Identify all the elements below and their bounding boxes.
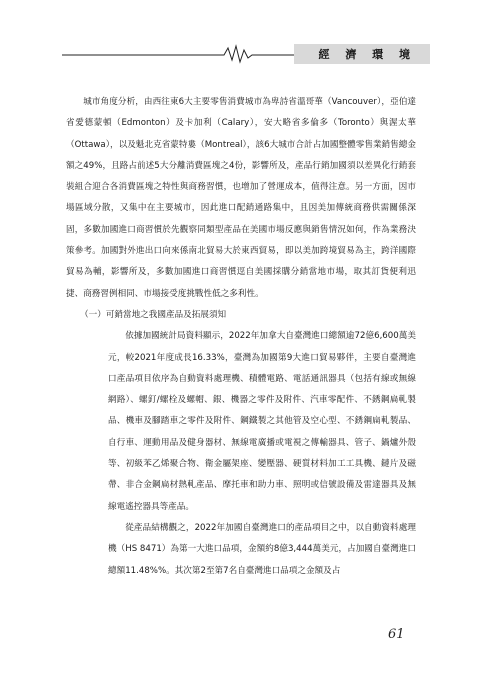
paragraph-city-analysis: 城市角度分析，由西往東6大主要零售消費城市為卑詩省溫哥華（Vancouver），亞伯達省愛德蒙頓（Edmonton）及卡加利（Calary），安大略省多倫多（Toronto）與渥太華（Ottawa），以及魁北克省蒙特婁（Montreal），該6大城市合計占加國整體零售業銷售總金額之49%，且路占前述5大分離消費區塊之4份，影響所及，產品行銷加國須以差異化行銷套裝組合迎合各消費區塊之特性與商務習慣，也增加了營運成本，值得注意。另一方面，因市場區域分散，又集中在主要城市，因此進口配銷通路集中，且因美加傳統商務供需關係深固，多數加國進口商習慣於先觀察同類型產品在美國市場反應與銷售情況如何，作為業務決策參考。加國對外進出口向來係南北貿易大於東西貿易，即以美加跨境貿易為主，跨洋國際貿易為輔，影響所及，多數加國進口商習慣逕自美國採購分銷當地市場，取其訂貨便利迅捷、商務習例相同、市場接受度挑戰性低之多利性。 xyxy=(66,97,416,299)
section-heading: （一）可銷當地之我國產品及拓展須知 xyxy=(80,309,227,320)
main-text-block xyxy=(66,92,416,582)
header-title: 經 濟 環 境 xyxy=(318,48,416,61)
paragraph-import-statistics: 依據加國統計局資料顯示，2022年加拿大自臺灣進口總額逾72億6,600萬美元，較2021年度成長16.33%，臺灣為加國第9大進口貿易夥伴，主要自臺灣進口產品項目依序為自動資料處理機、積體電路、電話通訊器具（包括有線或無線網路）、螺釘/螺栓及螺帽、銀、機器之零件及附件、汽車零配件、不銹鋼扁軋製品、機車及腳踏車之零件及附件、鋼鐵製之其他管及空心型、不銹鋼扁軋製品、自行車、運動用品及健身器材、無線電廣播或電視之傳輸器具、管子、鍋爐外殼等、初級苯乙烯聚合物、衛金屬架座、變壓器、硬質材料加工工具機、鏈片及磁帶、非合金鋼扁材熱軋產品、摩托車和助力車、照明或信號設備及雷達器具及無線電遙控器具等產品。 xyxy=(108,331,416,512)
running-header xyxy=(62,44,430,64)
paragraph-product-structure: 從產品結構觀之，2022年加國自臺灣進口的產品項目之中，以自動資料處理機（HS 8471）為第一大進口品項，金額約8億3,444萬美元，占加國自臺灣進口總額11.48%%。其次第2至第7名自臺灣進口品項之金額及占 xyxy=(108,522,416,576)
page-number: 61 xyxy=(388,627,405,642)
